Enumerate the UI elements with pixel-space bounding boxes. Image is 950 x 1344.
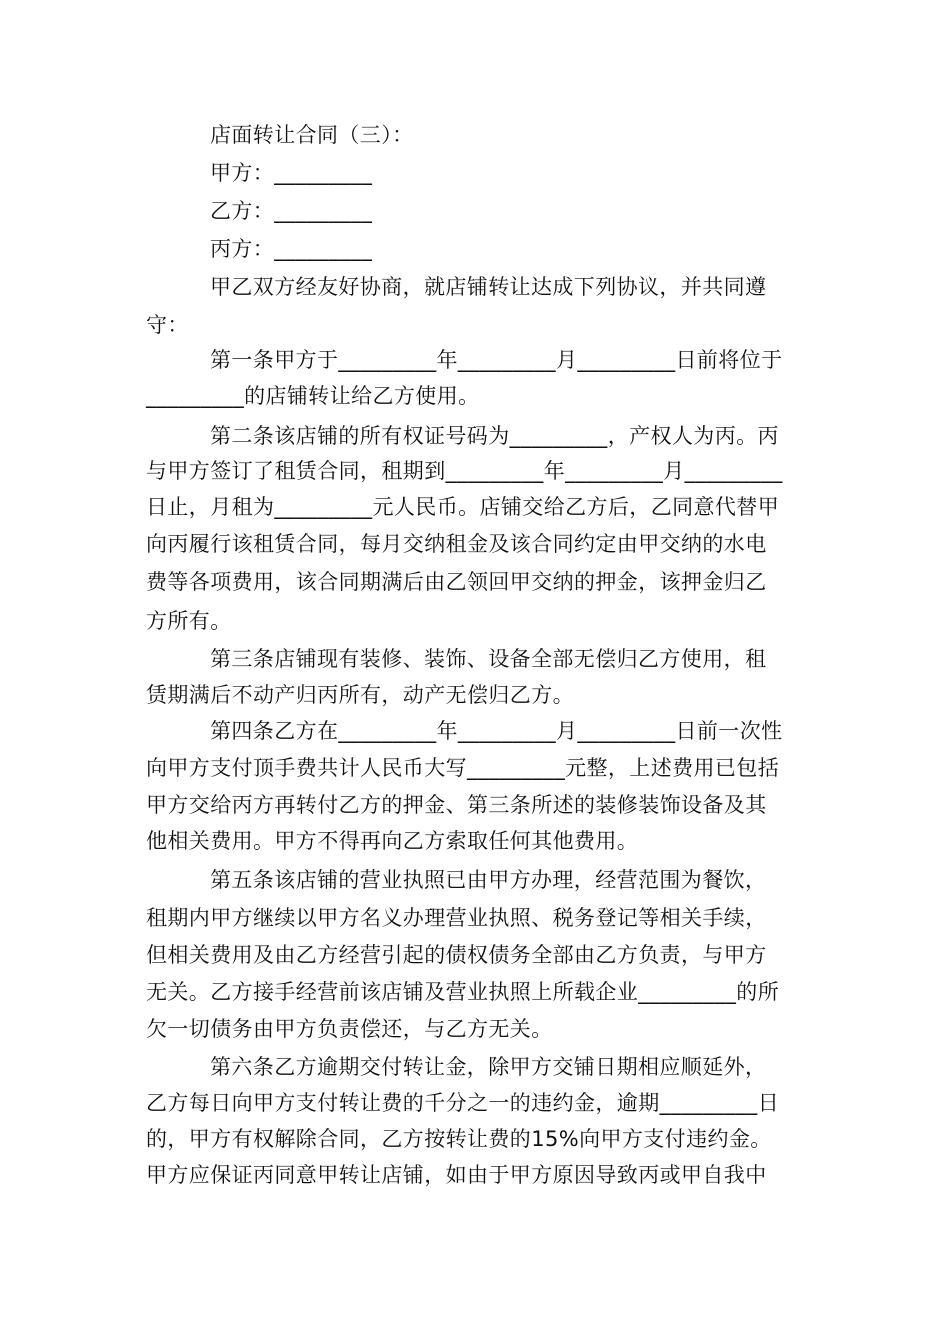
article-2-line: 与甲方签订了租赁合同，租期到_________年_________月_________ — [146, 459, 783, 483]
preamble-line: 甲乙双方经友好协商，就店铺转让达成下列协议，并共同遵 — [210, 275, 767, 299]
article-5-line: 租期内甲方继续以甲方名义办理营业执照、税务登记等相关手续， — [146, 906, 767, 930]
article-4-line: 向甲方支付顶手费共计人民币大写_________元整，上述费用已包括 — [146, 756, 780, 780]
article-6-line: 的，甲方有权解除合同，乙方按转让费的15%向甲方支付违约金。 — [146, 1127, 772, 1151]
article-5-line: 欠一切债务由甲方负责偿还，与乙方无关。 — [146, 1017, 553, 1041]
article-3-line: 第三条店铺现有装修、装饰、设备全部无偿归乙方使用，租 — [210, 647, 767, 671]
article-1-line: _________的店铺转让给乙方使用。 — [146, 384, 480, 408]
article-1-line: 第一条甲方于_________年_________月_________日前将位于 — [210, 348, 783, 372]
article-4-line: 甲方交给丙方再转付乙方的押金、第三条所述的装修装饰设备及其 — [146, 793, 767, 817]
article-5-line: 第五条该店铺的营业执照已由甲方办理，经营范围为餐饮， — [210, 868, 767, 892]
article-2-line: 日止，月租为_________元人民币。店铺交给乙方后，乙同意代替甲 — [146, 495, 780, 519]
article-3-line: 赁期满后不动产归丙所有，动产无偿归乙方。 — [146, 683, 574, 707]
preamble-line: 守： — [146, 313, 189, 337]
article-2-line: 方所有。 — [146, 609, 232, 633]
article-5-line: 但相关费用及由乙方经营引起的债权债务全部由乙方负责，与甲方 — [146, 943, 767, 967]
article-4-line: 第四条乙方在_________年_________月_________日前一次性 — [210, 719, 783, 743]
article-6-line: 第六条乙方逾期交付转让金，除甲方交铺日期相应顺延外， — [210, 1055, 767, 1079]
party-a-line: 甲方：_________ — [210, 161, 373, 185]
article-2-line: 第二条该店铺的所有权证号码为_________，产权人为丙。丙 — [210, 424, 779, 448]
party-c-line: 丙方：_________ — [210, 237, 373, 261]
article-6-line: 乙方每日向甲方支付转让费的千分之一的违约金，逾期_________日 — [146, 1091, 780, 1115]
article-2-line: 费等各项费用，该合同期满后由乙领回甲交纳的押金，该押金归乙 — [146, 570, 767, 594]
article-6-line: 甲方应保证丙同意甲转让店铺，如由于甲方原因导致丙或甲自我中 — [146, 1163, 767, 1187]
article-2-line: 向丙履行该租赁合同，每月交纳租金及该合同约定由甲交纳的水电 — [146, 532, 767, 556]
contract-title: 店面转让合同（三）： — [210, 123, 414, 147]
article-5-line: 无关。乙方接手经营前该店铺及营业执照上所载企业_________的所 — [146, 980, 780, 1004]
party-b-line: 乙方：_________ — [210, 199, 373, 223]
article-4-line: 他相关费用。甲方不得再向乙方索取任何其他费用。 — [146, 829, 639, 853]
